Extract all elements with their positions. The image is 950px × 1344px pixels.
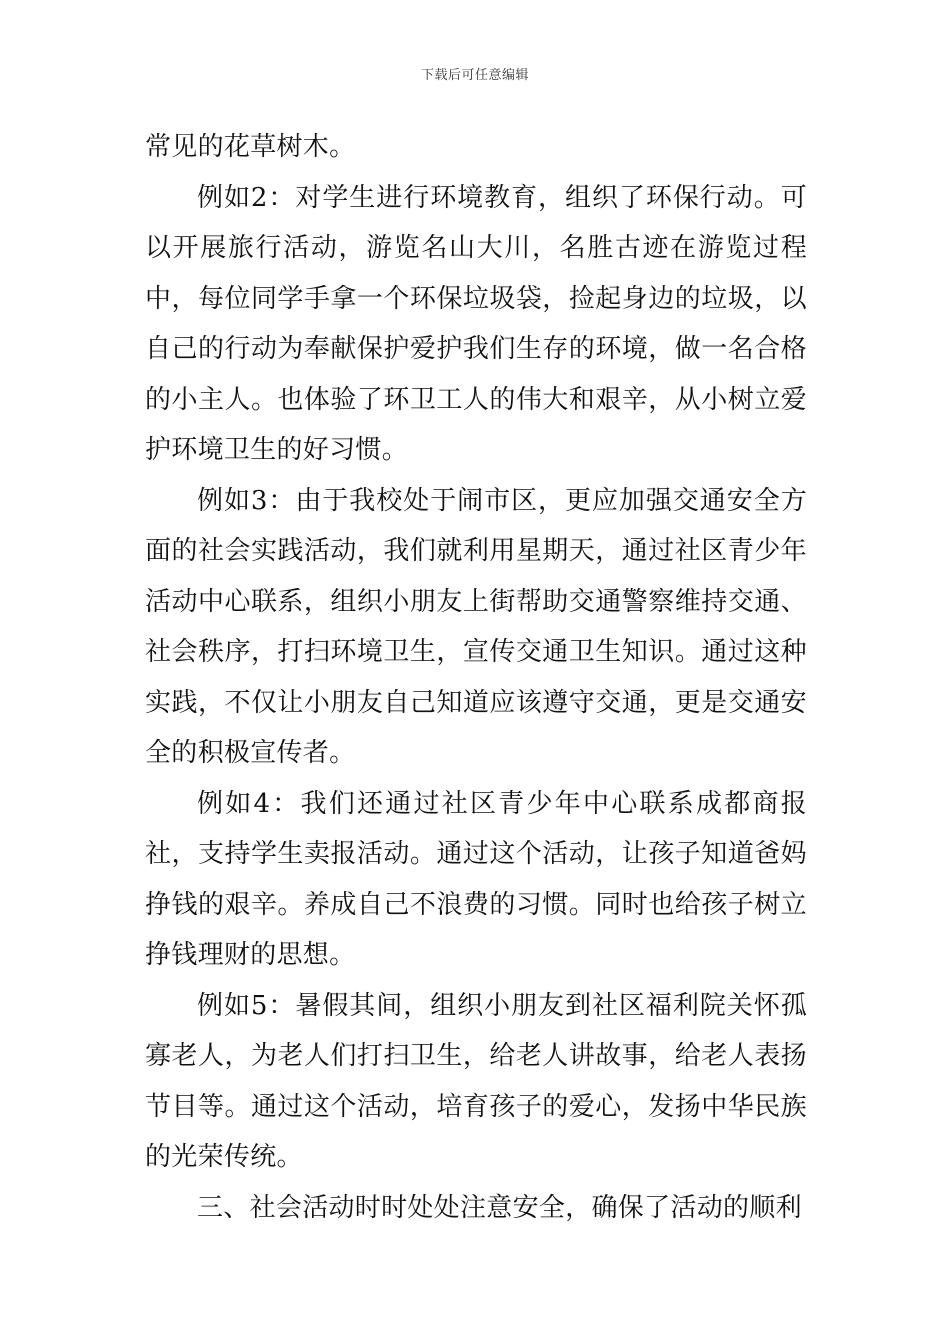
paragraph-continuation: 常见的花草树木。: [145, 132, 356, 162]
paragraph-section-3: 三、社会活动时时处处注意安全，确保了活动的顺利: [197, 1192, 802, 1223]
page-header: 下载后可任意编辑: [420, 68, 529, 83]
paragraph-example-5: 例如5：暑假其间，组织小朋友到社区福利院关怀孤寡老人，为老人们打扫卫生，给老人讲故事，给老人表扬节目等。通过这个活动，培育孩子的爱心，发扬中华民族的光荣传统。: [145, 990, 807, 1172]
paragraph-example-2: 例如2：对学生进行环境教育，组织了环保行动。可以开展旅行活动，游览名山大川，名胜古迹在游览过程中，每位同学手拿一个环保垃圾袋，捡起身边的垃圾，以自己的行动为奉献保护爱护我们生存的环境，做一名合格的小主人。也体验了环卫工人的伟大和艰辛，从小树立爱护环境卫生的好习惯。: [145, 182, 807, 465]
paragraph-example-4: 例如4：我们还通过社区青少年中心联系成都商报社，支持学生卖报活动。通过这个活动，让孩子知道爸妈挣钱的艰辛。养成自己不浪费的习惯。同时也给孩子树立挣钱理财的思想。: [145, 788, 807, 970]
document-body: [145, 122, 807, 1233]
paragraph-example-3: 例如3：由于我校处于闹市区，更应加强交通安全方面的社会实践活动，我们就利用星期天，通过社区青少年活动中心联系，组织小朋友上街帮助交通警察维持交通、社会秩序，打扫环境卫生，宣传交通卫生知识。通过这种实践，不仅让小朋友自己知道应该遵守交通，更是交通安全的积极宣传者。: [145, 485, 807, 768]
